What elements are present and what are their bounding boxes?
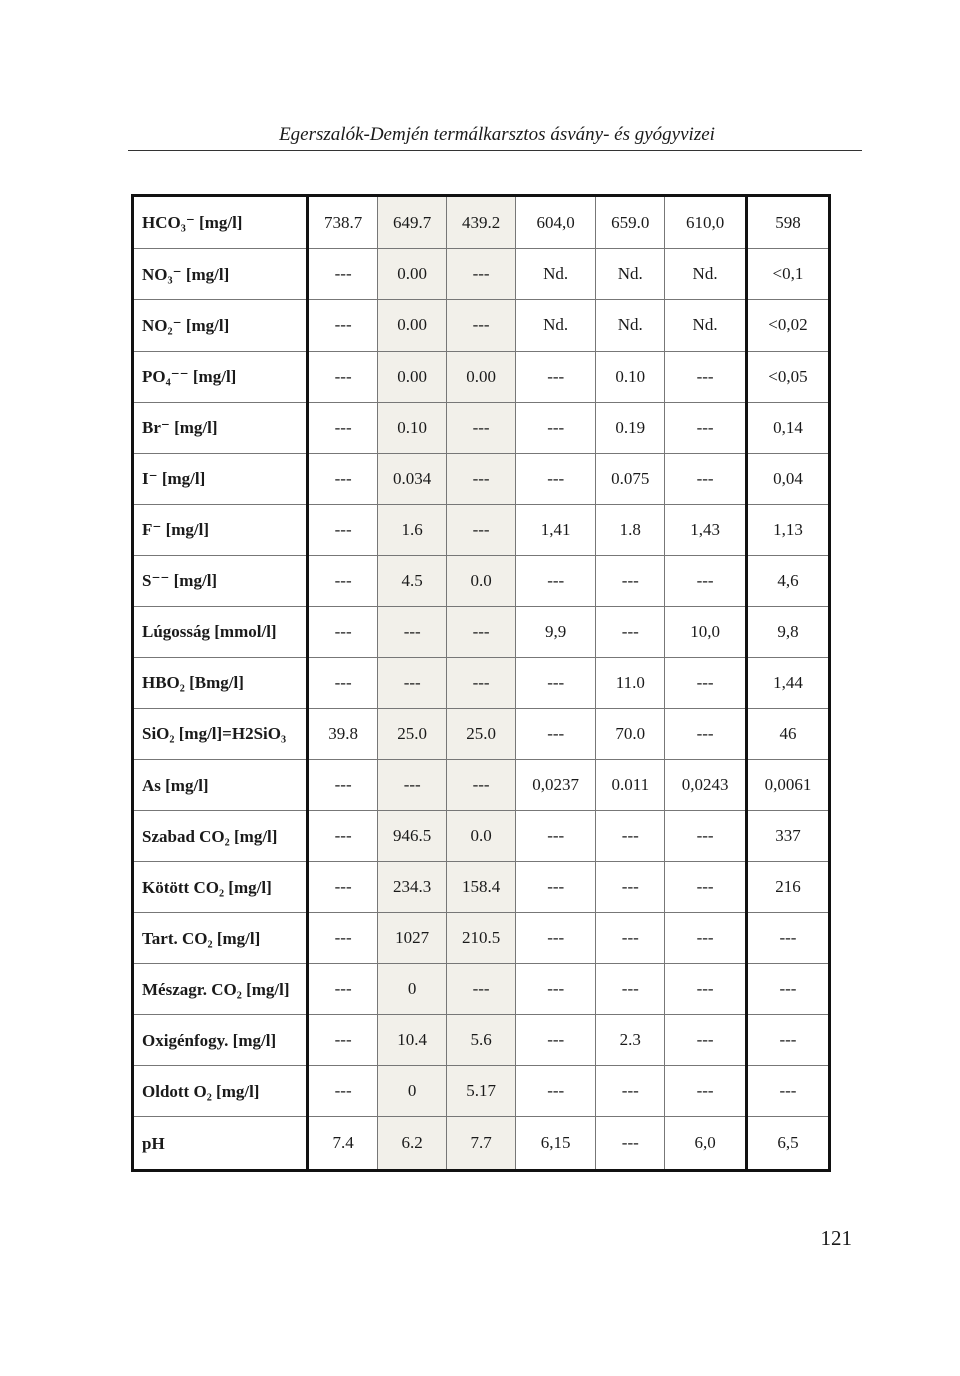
table-row — [133, 913, 830, 964]
table-cell: 738.7 — [323, 212, 363, 232]
table-cell: 158.4 — [447, 862, 516, 913]
table-cell: --- — [308, 964, 378, 1015]
table-cell: --- — [665, 1015, 747, 1066]
table-cell: 0,0237 — [516, 760, 596, 811]
table-cell: --- — [447, 300, 516, 351]
table-cell: 946.5 — [378, 811, 447, 862]
table-cell: 0.19 — [596, 402, 665, 453]
table-cell: 10,0 — [665, 606, 747, 657]
table-cell: 1027 — [378, 913, 447, 964]
table-cell: --- — [378, 760, 447, 811]
row-label: Tart. CO₂ [mg/l] — [133, 913, 308, 964]
table-cell: 0 — [378, 964, 447, 1015]
table-row — [133, 196, 830, 249]
table-cell: 6,0 — [665, 1117, 747, 1171]
table-cell: 0 — [378, 1066, 447, 1117]
table-cell: <0,05 — [746, 351, 829, 402]
table-cell: --- — [516, 657, 596, 708]
table-cell: 9,9 — [516, 606, 596, 657]
table-cell: 9,8 — [746, 606, 829, 657]
table-cell: 5.6 — [447, 1015, 516, 1066]
table-cell: --- — [516, 351, 596, 402]
table-cell: --- — [665, 862, 747, 913]
table-cell: 25.0 — [378, 708, 447, 759]
table-cell: 0.00 — [447, 351, 516, 402]
table-cell: --- — [516, 913, 596, 964]
row-label: Mészagr. CO₂ [mg/l] — [133, 964, 308, 1015]
table-cell: --- — [746, 1066, 829, 1117]
table-cell: 11.0 — [596, 657, 665, 708]
table-row — [133, 1117, 830, 1171]
table-cell: 0.00 — [378, 249, 447, 300]
table-cell: --- — [447, 606, 516, 657]
table-cell: --- — [308, 913, 378, 964]
table-cell: --- — [447, 964, 516, 1015]
table-cell: --- — [308, 249, 378, 300]
table-cell: --- — [308, 862, 378, 913]
table-cell: --- — [746, 964, 829, 1015]
table-cell: 0,04 — [746, 453, 829, 504]
table-cell: 216 — [746, 862, 829, 913]
table-row — [133, 555, 830, 606]
table-cell: 70.0 — [596, 708, 665, 759]
table-cell: --- — [596, 913, 665, 964]
table-cell: 6,15 — [516, 1117, 596, 1171]
table-row — [133, 862, 830, 913]
row-label: NO₂⁻ [mg/l] — [133, 300, 308, 351]
table-cell: --- — [665, 402, 747, 453]
table-cell: --- — [665, 657, 747, 708]
table-cell: --- — [665, 913, 747, 964]
table-row — [133, 1066, 830, 1117]
table-row — [133, 1015, 830, 1066]
table-cell: --- — [596, 811, 665, 862]
table-cell: 610,0 — [665, 196, 747, 249]
table-cell: --- — [308, 1066, 378, 1117]
table-cell: 0.011 — [596, 760, 665, 811]
table-cell: --- — [746, 1015, 829, 1066]
table-cell: <0,1 — [746, 249, 829, 300]
table-cell: --- — [665, 453, 747, 504]
table-cell: --- — [516, 1015, 596, 1066]
table-cell: 46 — [746, 708, 829, 759]
table-cell: 25.0 — [447, 708, 516, 759]
table-cell: Nd. — [516, 300, 596, 351]
row-label: PO₄⁻⁻ [mg/l] — [133, 351, 308, 402]
table-row — [133, 708, 830, 759]
table-cell: --- — [516, 811, 596, 862]
row-label: SiO₂ [mg/l]=H2SiO₃ — [133, 708, 308, 759]
table-cell: --- — [308, 300, 378, 351]
table-cell: 210.5 — [447, 913, 516, 964]
table-cell: 0,14 — [746, 402, 829, 453]
table-row — [133, 249, 830, 300]
table-cell: 10.4 — [378, 1015, 447, 1066]
row-label: S⁻⁻ [mg/l] — [133, 555, 308, 606]
table-cell: --- — [378, 606, 447, 657]
row-label: F⁻ [mg/l] — [133, 504, 308, 555]
table-cell: --- — [596, 964, 665, 1015]
table-cell: Nd. — [596, 300, 665, 351]
table-row — [133, 402, 830, 453]
table-cell: Nd. — [516, 249, 596, 300]
table-cell: 598 — [746, 196, 829, 249]
table-cell: 6.2 — [378, 1117, 447, 1171]
table-cell: Nd. — [596, 249, 665, 300]
table-cell: --- — [665, 811, 747, 862]
water-chemistry-table — [131, 194, 831, 1172]
table-cell: --- — [378, 657, 447, 708]
table-cell: --- — [516, 453, 596, 504]
table-cell: 604,0 — [516, 196, 596, 249]
table-cell: --- — [308, 555, 378, 606]
table-cell: --- — [596, 862, 665, 913]
table-cell: 7.7 — [447, 1117, 516, 1171]
table-cell: 5.17 — [447, 1066, 516, 1117]
table-cell: --- — [516, 862, 596, 913]
table-cell: --- — [308, 657, 378, 708]
table-cell: --- — [596, 555, 665, 606]
table-cell: 0.10 — [596, 351, 665, 402]
table-cell: --- — [308, 760, 378, 811]
row-label: HCO₃⁻ [mg/l] — [133, 196, 308, 249]
table-cell: Nd. — [665, 300, 747, 351]
table-cell: 0,0061 — [746, 760, 829, 811]
table-cell: --- — [447, 453, 516, 504]
table-row — [133, 811, 830, 862]
table-cell: --- — [516, 402, 596, 453]
table-cell: 439.2 — [447, 196, 516, 249]
row-label: HBO₂ [Bmg/l] — [133, 657, 308, 708]
table-cell: 1,44 — [746, 657, 829, 708]
table-cell: 0.0 — [447, 555, 516, 606]
row-label: pH — [133, 1117, 308, 1171]
table-cell: 4,6 — [746, 555, 829, 606]
header-rule — [128, 150, 862, 151]
table-cell: --- — [665, 555, 747, 606]
table-cell: --- — [447, 402, 516, 453]
table-row — [133, 504, 830, 555]
table-cell: --- — [665, 964, 747, 1015]
table-cell: --- — [308, 453, 378, 504]
table-cell: --- — [516, 1066, 596, 1117]
table-cell: --- — [516, 964, 596, 1015]
table-cell: 1,41 — [516, 504, 596, 555]
table-row — [133, 351, 830, 402]
table-cell: 6,5 — [746, 1117, 829, 1171]
table-cell: --- — [308, 351, 378, 402]
row-label: Lúgosság [mmol/l] — [133, 606, 308, 657]
table-cell: --- — [447, 504, 516, 555]
table-cell: 4.5 — [378, 555, 447, 606]
table-row — [133, 657, 830, 708]
table-cell: --- — [447, 760, 516, 811]
table-row — [133, 606, 830, 657]
table-cell: --- — [665, 708, 747, 759]
table-cell: 0.0 — [447, 811, 516, 862]
table-cell: --- — [596, 606, 665, 657]
page-number: 121 — [820, 1226, 852, 1250]
table-cell: 0.075 — [596, 453, 665, 504]
table-cell: --- — [308, 504, 378, 555]
table-cell: --- — [516, 555, 596, 606]
table-row — [133, 964, 830, 1015]
table-cell: Nd. — [665, 249, 747, 300]
table-cell: --- — [308, 402, 378, 453]
table-cell: 0,0243 — [665, 760, 747, 811]
table-cell: --- — [308, 1015, 378, 1066]
row-label: NO₃⁻ [mg/l] — [133, 249, 308, 300]
table-cell: 659.0 — [596, 196, 665, 249]
table-cell: --- — [308, 811, 378, 862]
table-cell: 0.00 — [378, 300, 447, 351]
table-cell: 337 — [746, 811, 829, 862]
table-cell: 234.3 — [378, 862, 447, 913]
row-label: Oxigénfogy. [mg/l] — [133, 1015, 308, 1066]
table-cell: --- — [447, 249, 516, 300]
table-cell: 7.4 — [308, 1117, 378, 1171]
row-label: Szabad CO₂ [mg/l] — [133, 811, 308, 862]
table-cell: --- — [665, 1066, 747, 1117]
table-cell: 0.00 — [378, 351, 447, 402]
table-cell: --- — [596, 1066, 665, 1117]
table-cell: <0,02 — [746, 300, 829, 351]
row-label: Oldott O₂ [mg/l] — [133, 1066, 308, 1117]
table-cell: --- — [308, 606, 378, 657]
table-row — [133, 453, 830, 504]
row-label: Br⁻ [mg/l] — [133, 402, 308, 453]
row-label: As [mg/l] — [133, 760, 308, 811]
running-header: Egerszalók-Demjén termálkarsztos ásvány- és gyógyvizei — [279, 124, 715, 145]
table-cell: 0.034 — [378, 453, 447, 504]
table-cell: 1,13 — [746, 504, 829, 555]
table-cell: 2.3 — [596, 1015, 665, 1066]
row-label: I⁻ [mg/l] — [133, 453, 308, 504]
table-cell: 1,43 — [665, 504, 747, 555]
table-row — [133, 300, 830, 351]
table-cell: 39.8 — [308, 708, 378, 759]
table-cell: --- — [665, 351, 747, 402]
table-cell: --- — [447, 657, 516, 708]
table-cell: --- — [596, 1117, 665, 1171]
table-cell: --- — [746, 913, 829, 964]
table-cell: 649.7 — [378, 196, 447, 249]
table-cell: 0.10 — [378, 402, 447, 453]
table-cell: --- — [516, 708, 596, 759]
row-label: Kötött CO₂ [mg/l] — [133, 862, 308, 913]
table-cell: 1.6 — [378, 504, 447, 555]
table-cell: 1.8 — [596, 504, 665, 555]
table-row — [133, 760, 830, 811]
